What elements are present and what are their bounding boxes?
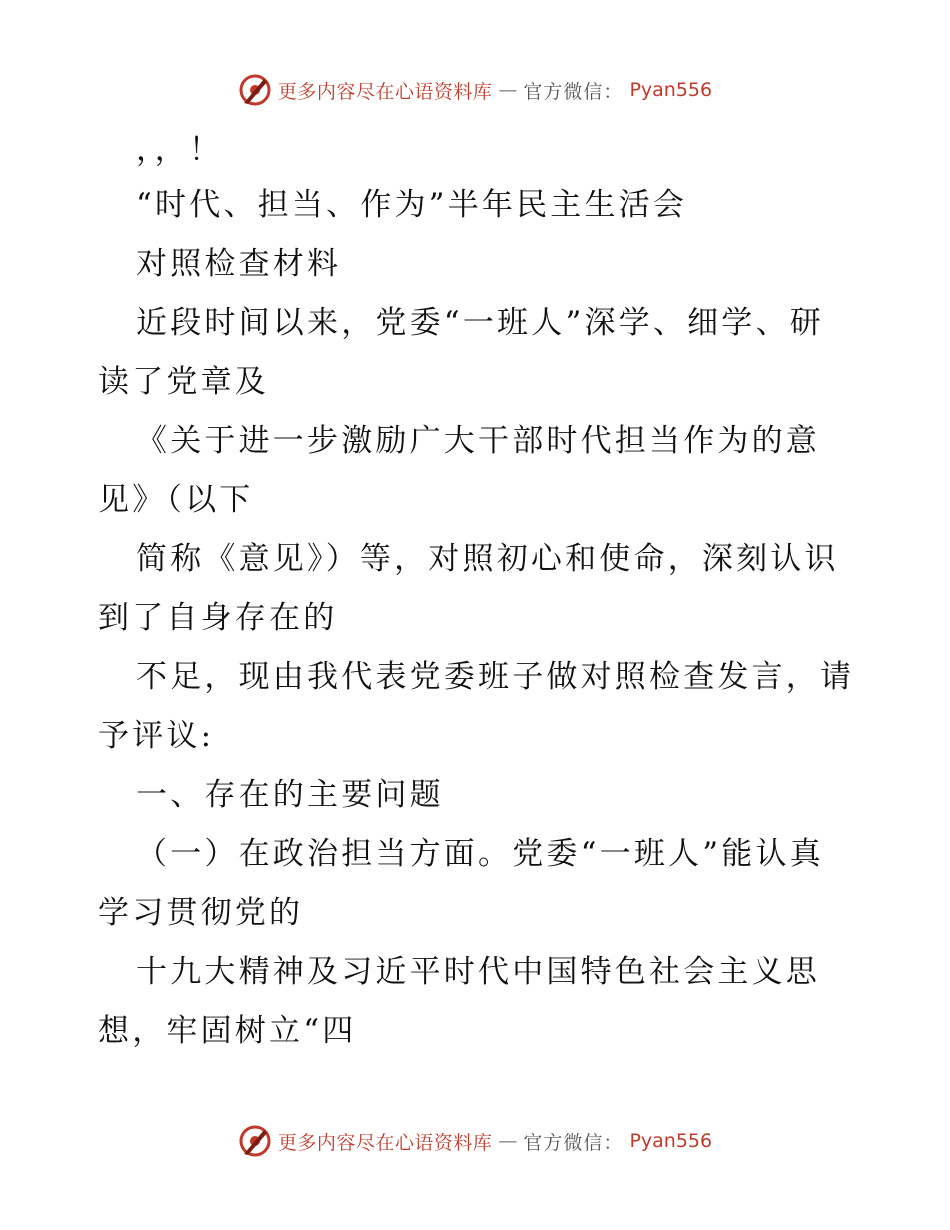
watermark-wechat-id: Pyan556 xyxy=(629,79,713,101)
body-line: 学习贯彻党的 xyxy=(98,895,304,931)
body-line: 近段时间以来，党委“一班人”深学、细学、研 xyxy=(136,305,824,341)
body-line: 读了党章及 xyxy=(98,364,269,400)
body-line: 见》（以下 xyxy=(98,482,254,518)
footer-watermark xyxy=(0,1124,950,1158)
document-subtitle: 对照检查材料 xyxy=(136,246,342,282)
quill-logo-icon xyxy=(238,73,272,107)
watermark-text: 更多内容尽在心语资料库 xyxy=(277,1131,493,1154)
quill-logo-icon xyxy=(238,1124,272,1158)
body-line: 《关于进一步激励广大干部时代担当作为的意 xyxy=(136,423,820,459)
body-line: 不足，现由我代表党委班子做对照检查发言，请 xyxy=(136,659,855,695)
watermark-dash: — xyxy=(498,79,518,101)
body-line: 十九大精神及习近平时代中国特色社会主义思 xyxy=(136,954,820,990)
watermark-dash: — xyxy=(498,1130,518,1152)
document-title: “时代、担当、作为”半年民主生活会 xyxy=(136,187,688,223)
section-heading: 一、存在的主要问题 xyxy=(136,777,444,813)
body-line: （一）在政治担当方面。党委“一班人”能认真 xyxy=(136,836,824,872)
body-line: 想，牢固树立“四 xyxy=(98,1013,357,1049)
body-line: 予评议: xyxy=(98,718,215,754)
watermark-wechat-id: Pyan556 xyxy=(629,1130,713,1152)
body-line: ，，！ xyxy=(136,132,224,168)
body-line: 简称《意见》）等，对照初心和使命，深刻认识 xyxy=(136,541,839,577)
header-watermark xyxy=(0,73,950,107)
watermark-text: 更多内容尽在心语资料库 xyxy=(277,80,493,103)
body-line: 到了自身存在的 xyxy=(98,600,338,636)
watermark-wechat-label: 官方微信： xyxy=(523,1131,624,1154)
watermark-wechat-label: 官方微信： xyxy=(523,80,624,103)
